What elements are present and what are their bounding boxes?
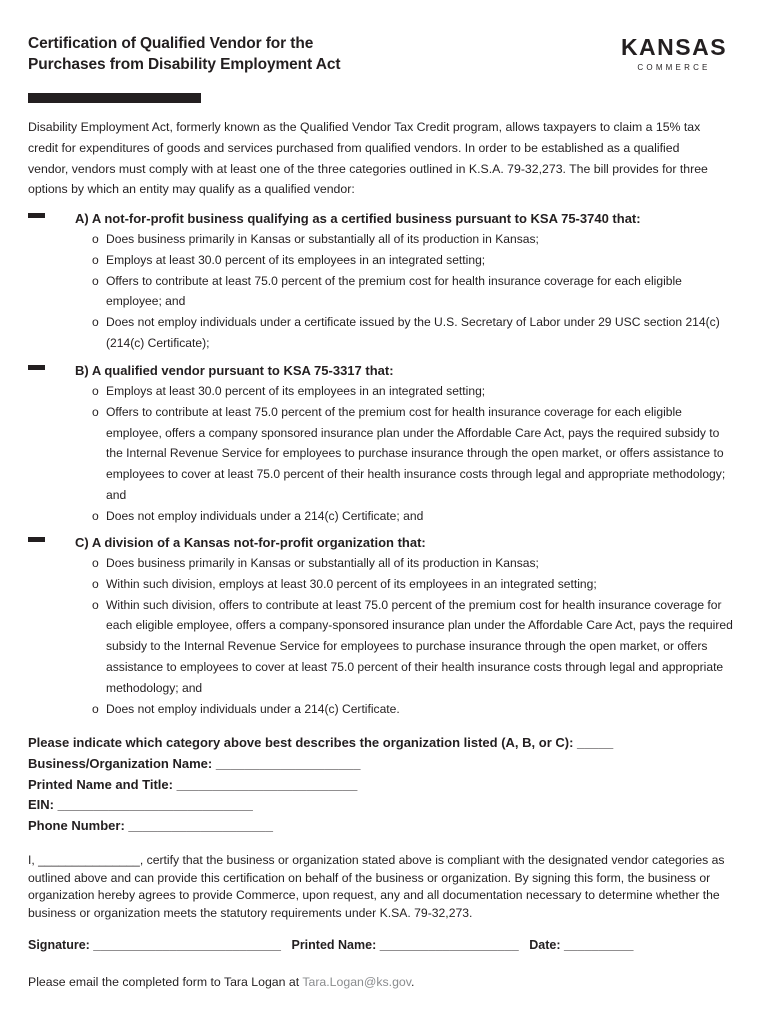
section-c-list [28, 553, 733, 719]
list-item: o Employs at least 30.0 percent of its employees in an integrated setting; [92, 252, 486, 267]
email-link[interactable]: Tara.Logan@ks.gov [302, 975, 411, 989]
section-b-list [28, 381, 733, 527]
list-item: o Does business primarily in Kansas or substantially all of its production in Kansas; [92, 232, 539, 246]
phone-field[interactable]: Phone Number: ____________________ [28, 818, 273, 834]
signature-field[interactable]: Signature: ___________________________ [28, 938, 281, 952]
section-a-heading: A) A not-for-profit business qualifying as a certified business pursuant to KSA 75-3740 that: [75, 211, 641, 226]
section-c [28, 533, 733, 719]
list-item: o Does business primarily in Kansas or substantially all of its production in Kansas; [92, 556, 539, 570]
title-line-1: Certification of Qualified Vendor for the [28, 35, 314, 52]
title-divider-bar [28, 93, 201, 103]
intro-paragraph: Disability Employment Act, formerly known as the Qualified Vendor Tax Credit program, allows taxpayers to claim a 15% tax credit for expenditures of goods and services purchased from qualified vendors. In order to be established as a qualified vendor, vendors must comply with at least one of the three categories outlined in K.S.A. 79-32,273. The bill provides for three options by which an entity may qualify as a qualified vendor: [28, 120, 708, 197]
form-fields [28, 733, 728, 837]
logo-wordmark: KANSAS [620, 34, 728, 60]
list-item: o Does not employ individuals under a certificate issued by the U.S. Secretary of Labor under 29 USC section 214(c) (214(c) Certificate); [92, 315, 720, 350]
date-field[interactable]: Date: __________ [529, 938, 634, 952]
org-name-field[interactable]: Business/Organization Name: ____________________ [28, 755, 361, 771]
printed-name-title-field[interactable]: Printed Name and Title: _________________________ [28, 776, 358, 792]
list-item: o Employs at least 30.0 percent of its employees in an integrated setting; [92, 384, 486, 398]
signature-row [28, 935, 730, 955]
category-field[interactable]: Please indicate which category above best describes the organization listed (A, B, or C): _____ [28, 735, 614, 750]
list-item: o Offers to contribute at least 75.0 percent of the premium cost for health insurance coverage for each eligible employee; and [92, 273, 682, 309]
title-line-2: Purchases from Disability Employment Act [28, 56, 341, 73]
document-title [28, 33, 340, 75]
section-a [28, 209, 733, 354]
email-instruction: Please email the completed form to Tara Logan at Tara.Logan@ks.gov. [28, 975, 415, 989]
kansas-commerce-logo [618, 34, 730, 74]
ein-field[interactable]: EIN: ___________________________ [28, 797, 253, 813]
section-b-heading: B) A qualified vendor pursuant to KSA 75-3317 that: [75, 363, 394, 378]
section-dash-icon [28, 537, 45, 542]
list-item: o Does not employ individuals under a 214(c) Certificate; and [92, 508, 424, 523]
certification-statement: I, _______________, certify that the business or organization stated above is compliant with the designated vendor categories as outlined above and can provide this certification on behalf of the business or organization. By signing this form, the business or organization hereby agrees to provide Commerce, upon request, any and all documentation necessary to determine whether the business or organization meets the statutory requirements under K.SA. 79-32,273. [28, 853, 725, 920]
list-item: o Offers to contribute at least 75.0 percent of the premium cost for health insurance coverage for each eligible employee, offers a company sponsored insurance plan under the Affordable Care Act, pays the required subsidy to the Internal Revenue Service for employees to purchase insurance through the open market, or offers assistance to employees to cover at least 75.0 percent of their health insurance costs through legal and appropriate methodology; and [92, 404, 726, 502]
list-item: o Within such division, offers to contribute at least 75.0 percent of the premium cost for health insurance coverage for each eligible employee, offers a company-sponsored insurance plan under the Affordable Care Act, pays the required subsidy to the Internal Revenue Service for employees to purchase insurance through the open market, or offers assistance to employees to cover at least 75.0 percent of their health insurance costs through legal and appropriate methodology; and [92, 597, 733, 695]
logo-subtitle: COMMERCE [637, 63, 711, 72]
section-dash-icon [28, 365, 45, 370]
section-c-heading: C) A division of a Kansas not-for-profit organization that: [75, 535, 426, 550]
printed-name-field[interactable]: Printed Name: ____________________ [291, 938, 519, 952]
list-item: o Does not employ individuals under a 214(c) Certificate. [92, 701, 400, 716]
list-item: o Within such division, employs at least 30.0 percent of its employees in an integrated setting; [92, 576, 597, 591]
section-dash-icon [28, 213, 45, 218]
section-a-list [28, 229, 733, 354]
section-b [28, 361, 733, 527]
